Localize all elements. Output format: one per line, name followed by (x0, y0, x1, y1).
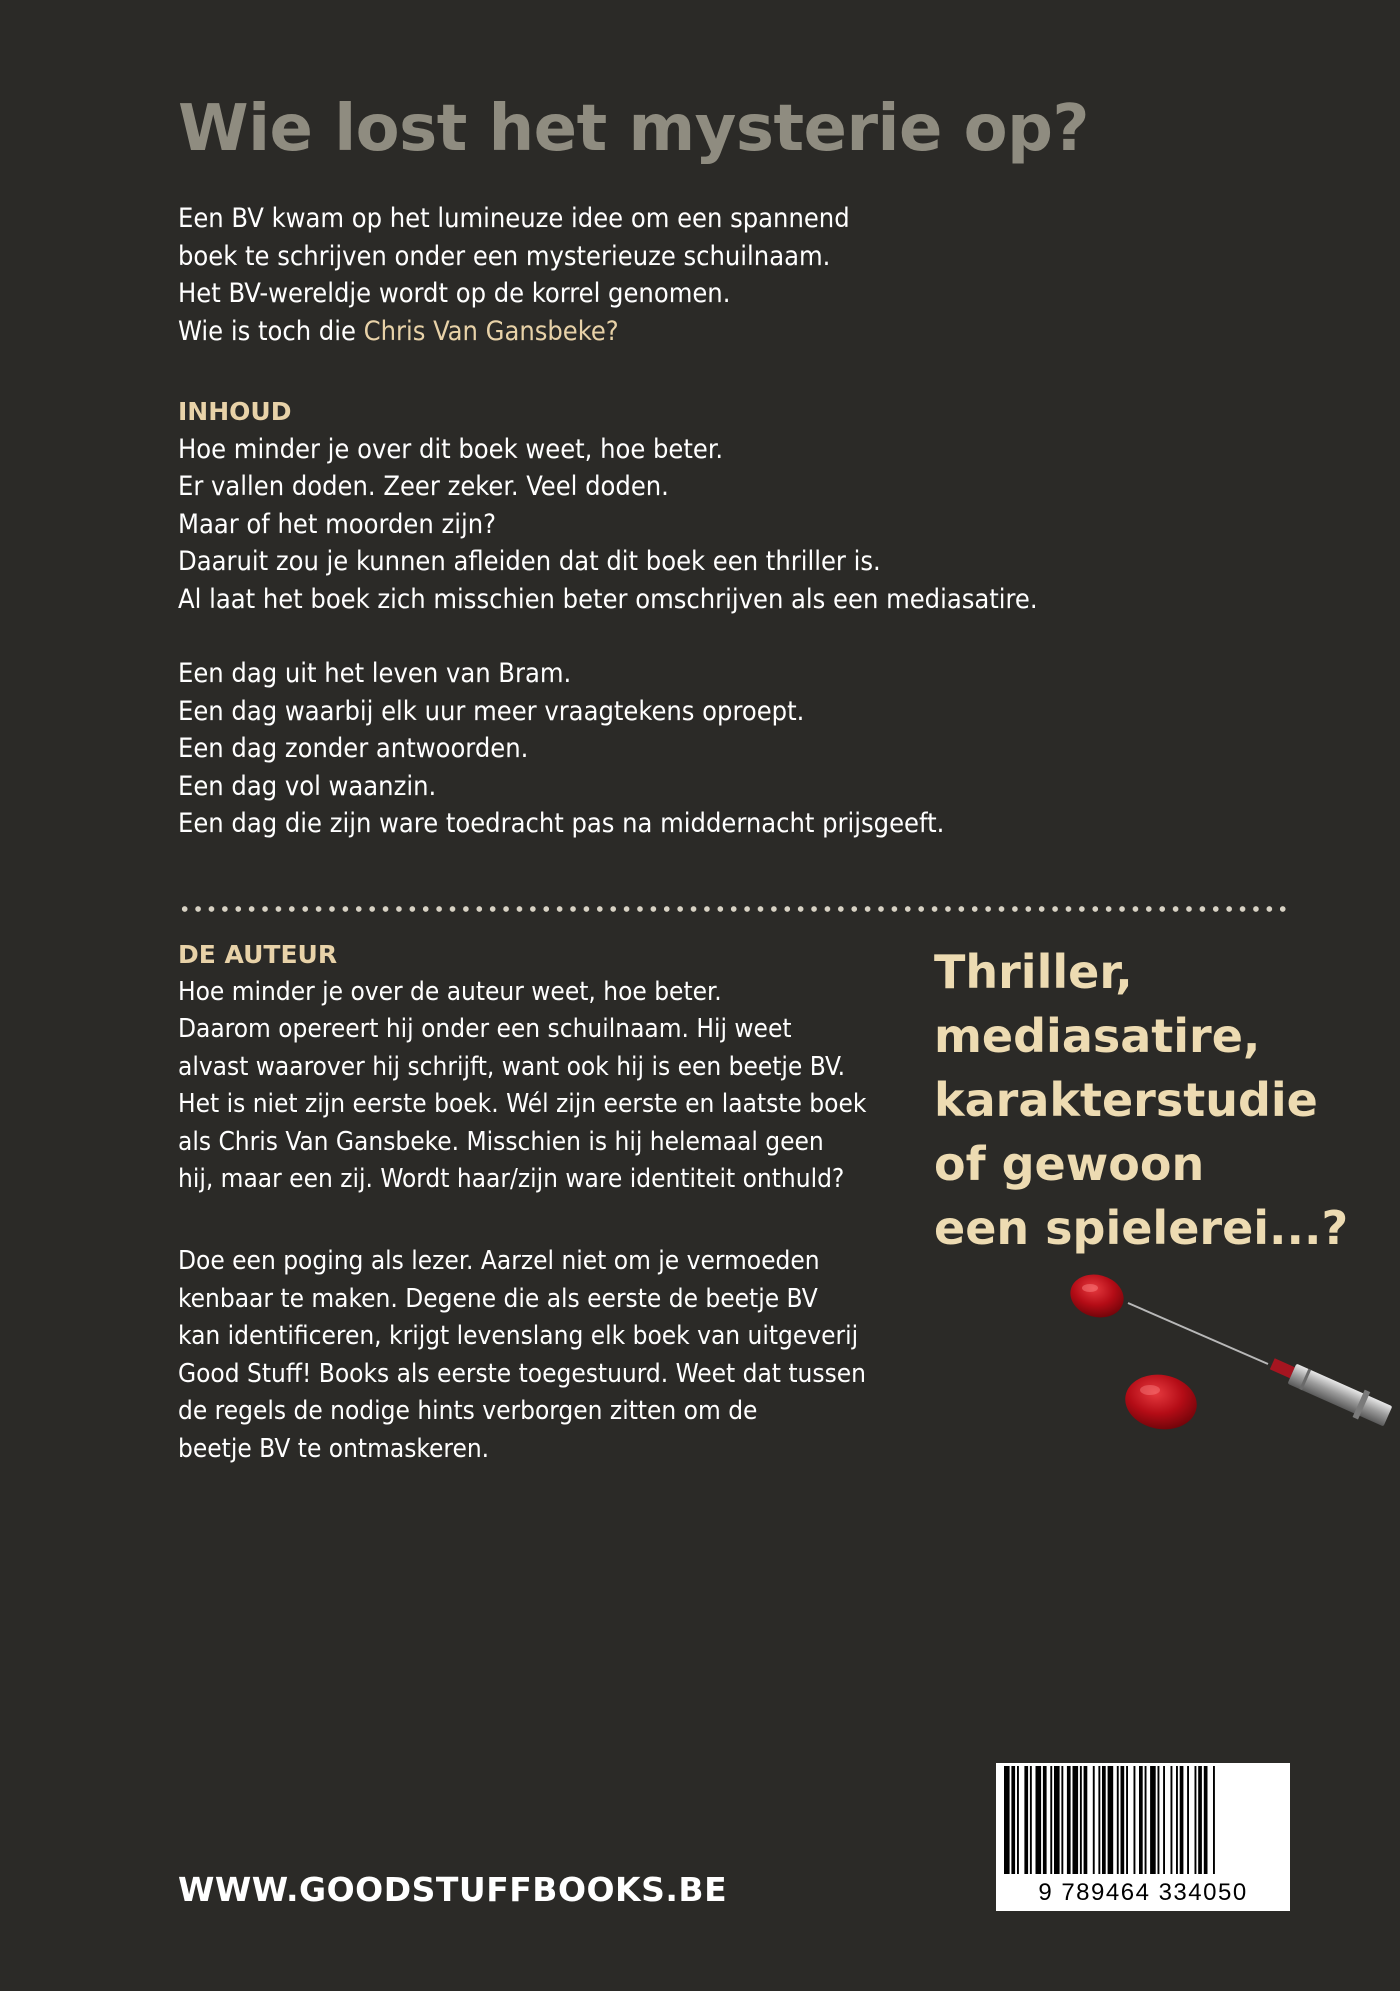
text-line: alvast waarover hij schrijft, want ook hij is een beetje BV. (178, 1051, 846, 1082)
text-line: de regels de nodige hints verborgen zitten om de (178, 1396, 758, 1426)
barcode-bar (1054, 1766, 1060, 1874)
text-line: Hoe minder je over de auteur weet, hoe beter. (178, 976, 722, 1007)
doe-paragraph (178, 1243, 866, 1468)
barcode-bar (1150, 1766, 1156, 1874)
dag-paragraph (178, 655, 944, 843)
barcode-bar (1163, 1766, 1165, 1874)
barcode-bar (1176, 1766, 1178, 1874)
barcode-bar (1080, 1766, 1082, 1874)
syringe-barrel (1266, 1351, 1394, 1430)
text-line: Het is niet zijn eerste boek. Wél zijn eerste en laatste boek (178, 1089, 867, 1119)
tagline-line: Thriller, (934, 945, 1133, 999)
text-line (178, 313, 850, 351)
text-line: Een dag uit het leven van Bram. (178, 658, 572, 689)
tagline-line: mediasatire, (934, 1009, 1261, 1063)
blood-drop-lower (1121, 1369, 1201, 1430)
barcode-bar (1073, 1766, 1079, 1874)
barcode-bar (1121, 1766, 1125, 1874)
barcode-bar (1093, 1766, 1095, 1874)
text-line: Een dag zonder antwoorden. (178, 733, 529, 764)
text-line: als Chris Van Gansbeke. Misschien is hij helemaal geen (178, 1126, 824, 1157)
dotted-divider (178, 905, 1290, 913)
barcode-bar (1030, 1766, 1032, 1874)
tagline-line: of gewoon (934, 1137, 1205, 1191)
text-line: Al laat het boek zich misschien beter omschrijven als een mediasatire. (178, 583, 1038, 615)
barcode-bar (1213, 1766, 1215, 1874)
isbn-barcode (996, 1763, 1290, 1911)
text-line: boek te schrijven onder een mysterieuze schuilnaam. (178, 240, 831, 272)
barcode-bar (1061, 1766, 1063, 1874)
barcode-bar (1084, 1766, 1088, 1874)
barcode-bar (1198, 1766, 1202, 1874)
barcode-bar (1180, 1766, 1184, 1874)
barcode-bars (1000, 1766, 1286, 1874)
barcode-bar (1004, 1766, 1010, 1874)
text-line: Een BV kwam op het lumineuze idee om een spannend (178, 203, 850, 234)
tagline-line: een spielerei...? (934, 1201, 1349, 1255)
barcode-bar (1108, 1766, 1114, 1874)
syringe-needle (1128, 1303, 1268, 1364)
text-line: Er vallen doden. Zeer zeker. Veel doden. (178, 471, 669, 502)
text-line: Een dag waarbij elk uur meer vraagtekens oproept. (178, 695, 805, 727)
tagline-line: karakterstudie (934, 1073, 1318, 1127)
barcode-bar (1011, 1766, 1015, 1874)
text-line: beetje BV te ontmaskeren. (178, 1433, 490, 1464)
text-line: Een dag vol waanzin. (178, 770, 437, 802)
barcode-bar (1017, 1766, 1019, 1874)
text-line: Daarom opereert hij onder een schuilnaam. Hij weet (178, 1014, 792, 1044)
barcode-bar (1024, 1766, 1028, 1874)
intro-text (178, 200, 850, 350)
barcode-bar (1195, 1766, 1197, 1874)
barcode-bar (1102, 1766, 1106, 1874)
text-line: hij, maar een zij. Wordt haar/zijn ware identiteit onthuld? (178, 1164, 845, 1194)
barcode-bar (1134, 1766, 1136, 1874)
barcode-bar (1036, 1766, 1042, 1874)
barcode-bar (1098, 1766, 1100, 1874)
barcode-bar (1204, 1766, 1208, 1874)
text-line: Daaruit zou je kunnen afleiden dat dit boek een thriller is. (178, 546, 881, 577)
text-line: Een dag die zijn ware toedracht pas na middernacht prijsgeeft. (178, 808, 945, 839)
barcode-bar (1139, 1766, 1143, 1874)
barcode-bar (1117, 1766, 1119, 1874)
auteur-section (178, 936, 866, 1199)
barcode-bar (1158, 1766, 1160, 1874)
text-line: kan identificeren, krijgt levenslang elk boek van uitgeverij (178, 1321, 859, 1351)
text-line: kenbaar te maken. Degene die als eerste de beetje BV (178, 1283, 818, 1314)
blood-drop-upper (1065, 1269, 1128, 1324)
website-url: WWW.GOODSTUFFBOOKS.BE (178, 1870, 728, 1909)
page-title: Wie lost het mysterie op? (178, 92, 1090, 166)
text-prefix: Wie is toch die (178, 315, 364, 347)
barcode-bar (1126, 1766, 1128, 1874)
inhoud-section (178, 393, 1038, 618)
barcode-bar (1067, 1766, 1071, 1874)
barcode-bar (1187, 1766, 1189, 1874)
barcode-bar (1043, 1766, 1047, 1874)
barcode-bar (1050, 1766, 1052, 1874)
tagline (934, 940, 1348, 1260)
isbn-number: 9 789464 334050 (1038, 1879, 1248, 1906)
text-line: Hoe minder je over dit boek weet, hoe beter. (178, 433, 724, 465)
text-line: Good Stuff! Books als eerste toegestuurd. Weet dat tussen (178, 1358, 866, 1389)
barcode-bar (1145, 1766, 1147, 1874)
syringe-blood-illustration (1060, 1260, 1400, 1430)
barcode-bar (1171, 1766, 1173, 1874)
section-heading-inhoud: INHOUD (178, 397, 292, 426)
author-pseudonym: Chris Van Gansbeke? (363, 315, 619, 347)
text-line: Doe een poging als lezer. Aarzel niet om je vermoeden (178, 1246, 820, 1276)
text-line: Het BV-wereldje wordt op de korrel genomen. (178, 278, 731, 309)
text-line: Maar of het moorden zijn? (178, 508, 497, 540)
section-heading-auteur: DE AUTEUR (178, 940, 338, 969)
